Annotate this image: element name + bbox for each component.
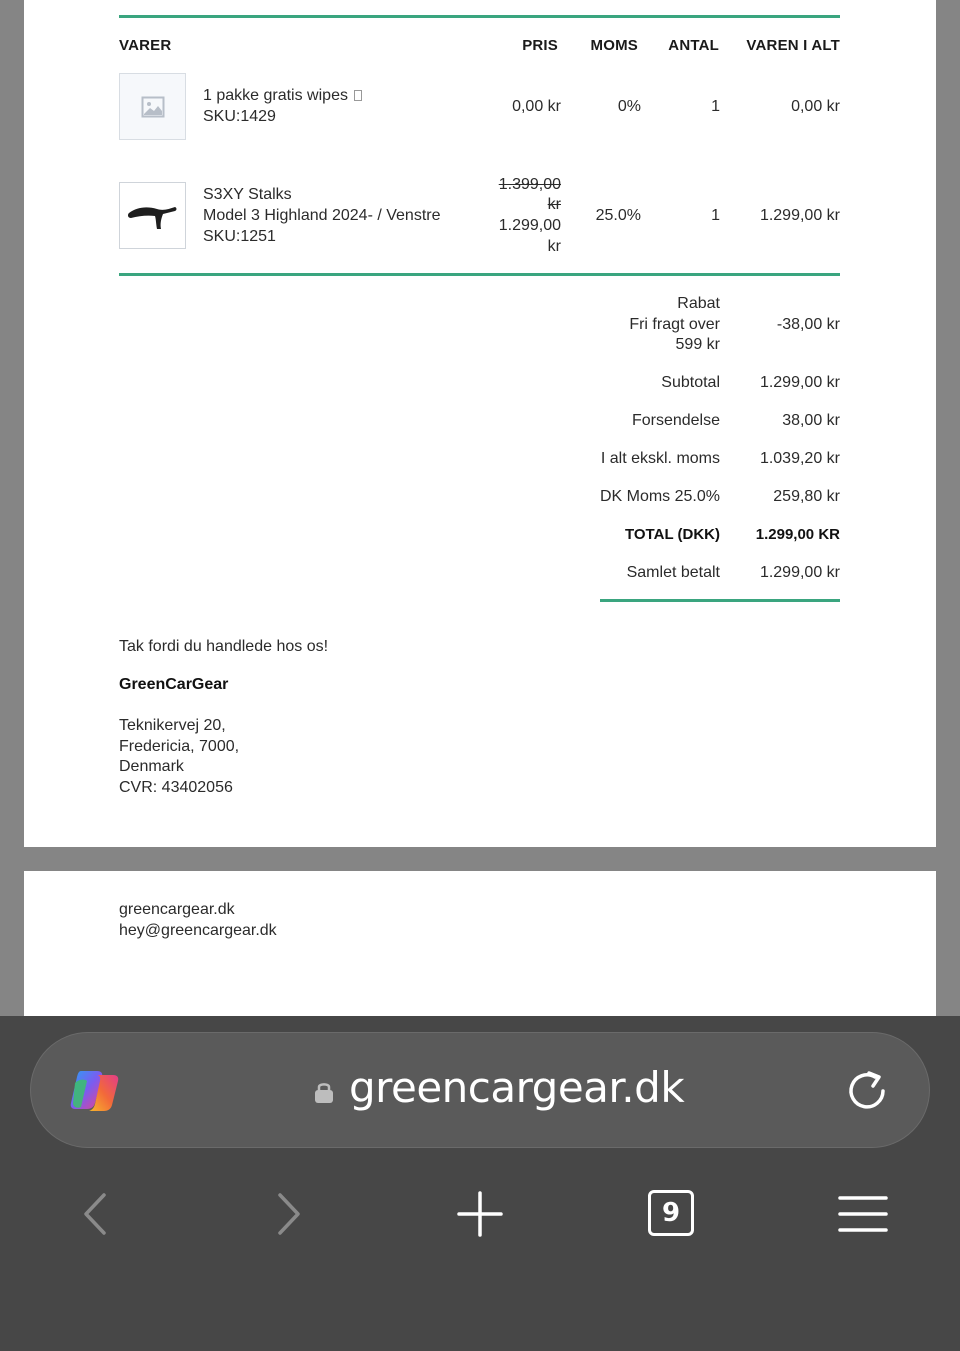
item-name: 1 pakke gratis wipes [203,86,362,107]
plus-icon[interactable] [454,1188,506,1240]
company-address-line: Teknikervej 20, [119,717,226,734]
excl-vat-label: I alt ekskl. moms [600,450,720,467]
item-sku: SKU:1251 [203,228,276,245]
header-qty: ANTAL [668,37,719,54]
item-qty: 1 [711,98,720,115]
item-old-price-currency: kr [547,196,561,213]
thank-you-message: Tak fordi du handlede hos os! [119,638,329,655]
discount-description: Fri fragt over [629,316,720,333]
placeholder-image-icon [119,73,186,140]
discount-threshold: 599 kr [675,336,720,353]
stalk-product-image [119,182,186,249]
lock-icon [313,1079,335,1105]
excl-vat-value: 1.039,20 kr [759,450,840,467]
totals-divider [600,599,840,602]
item-name: S3XY Stalks [203,186,292,203]
discount-label: Rabat [677,295,720,312]
vat-value: 259,80 kr [773,488,840,505]
shipping-value: 38,00 kr [782,412,840,429]
item-vat: 0% [617,98,641,115]
item-price: 0,00 kr [512,98,561,115]
address-bar[interactable] [30,1032,930,1148]
item-price-currency: kr [547,238,561,255]
reload-icon[interactable] [839,1063,895,1119]
items-divider [119,273,840,276]
paid-label: Samlet betalt [626,564,720,581]
item-vat: 25.0% [595,207,641,224]
subtotal-value: 1.299,00 kr [759,374,840,391]
top-divider [119,15,840,18]
missing-glyph-icon [354,90,362,101]
paid-value: 1.299,00 kr [759,564,840,581]
company-address-line: Denmark [119,758,184,775]
tab-count: 9 [661,1198,681,1228]
discount-value: -38,00 kr [776,316,840,333]
subtotal-label: Subtotal [661,374,720,391]
item-qty: 1 [711,207,720,224]
company-address-line: Fredericia, 7000, [119,738,240,755]
invoice-page-2 [24,871,936,1031]
forward-arrow-icon[interactable] [264,1188,314,1240]
invoice-page [24,0,936,847]
grand-total-label: TOTAL (DKK) [625,526,720,543]
tab-count-icon[interactable] [648,1190,694,1236]
item-variant: Model 3 Highland 2024- / Venstre [203,207,441,224]
header-vat: MOMS [590,37,638,54]
company-name: GreenCarGear [119,676,229,693]
header-line-total: VAREN I ALT [746,37,840,54]
header-price: PRIS [522,37,558,54]
back-arrow-icon[interactable] [70,1188,120,1240]
vat-label: DK Moms 25.0% [599,488,720,505]
item-line-total: 1.299,00 kr [759,207,840,224]
item-line-total: 0,00 kr [791,98,840,115]
url-text[interactable]: greencargear.dk [349,1063,685,1112]
copilot-icon[interactable] [67,1063,123,1119]
item-price: 1.299,00 [498,217,561,234]
grand-total-value: 1.299,00 KR [755,526,840,543]
email-link[interactable]: hey@greencargear.dk [119,922,277,939]
item-old-price: 1.399,00 [498,176,561,193]
hamburger-menu-icon[interactable] [836,1192,890,1236]
browser-toolbar [0,1016,960,1351]
company-cvr: CVR: 43402056 [119,779,233,796]
website-link[interactable]: greencargear.dk [119,901,235,918]
header-items: VARER [119,37,172,54]
shipping-label: Forsendelse [631,412,720,429]
item-sku: SKU:1429 [203,108,276,125]
